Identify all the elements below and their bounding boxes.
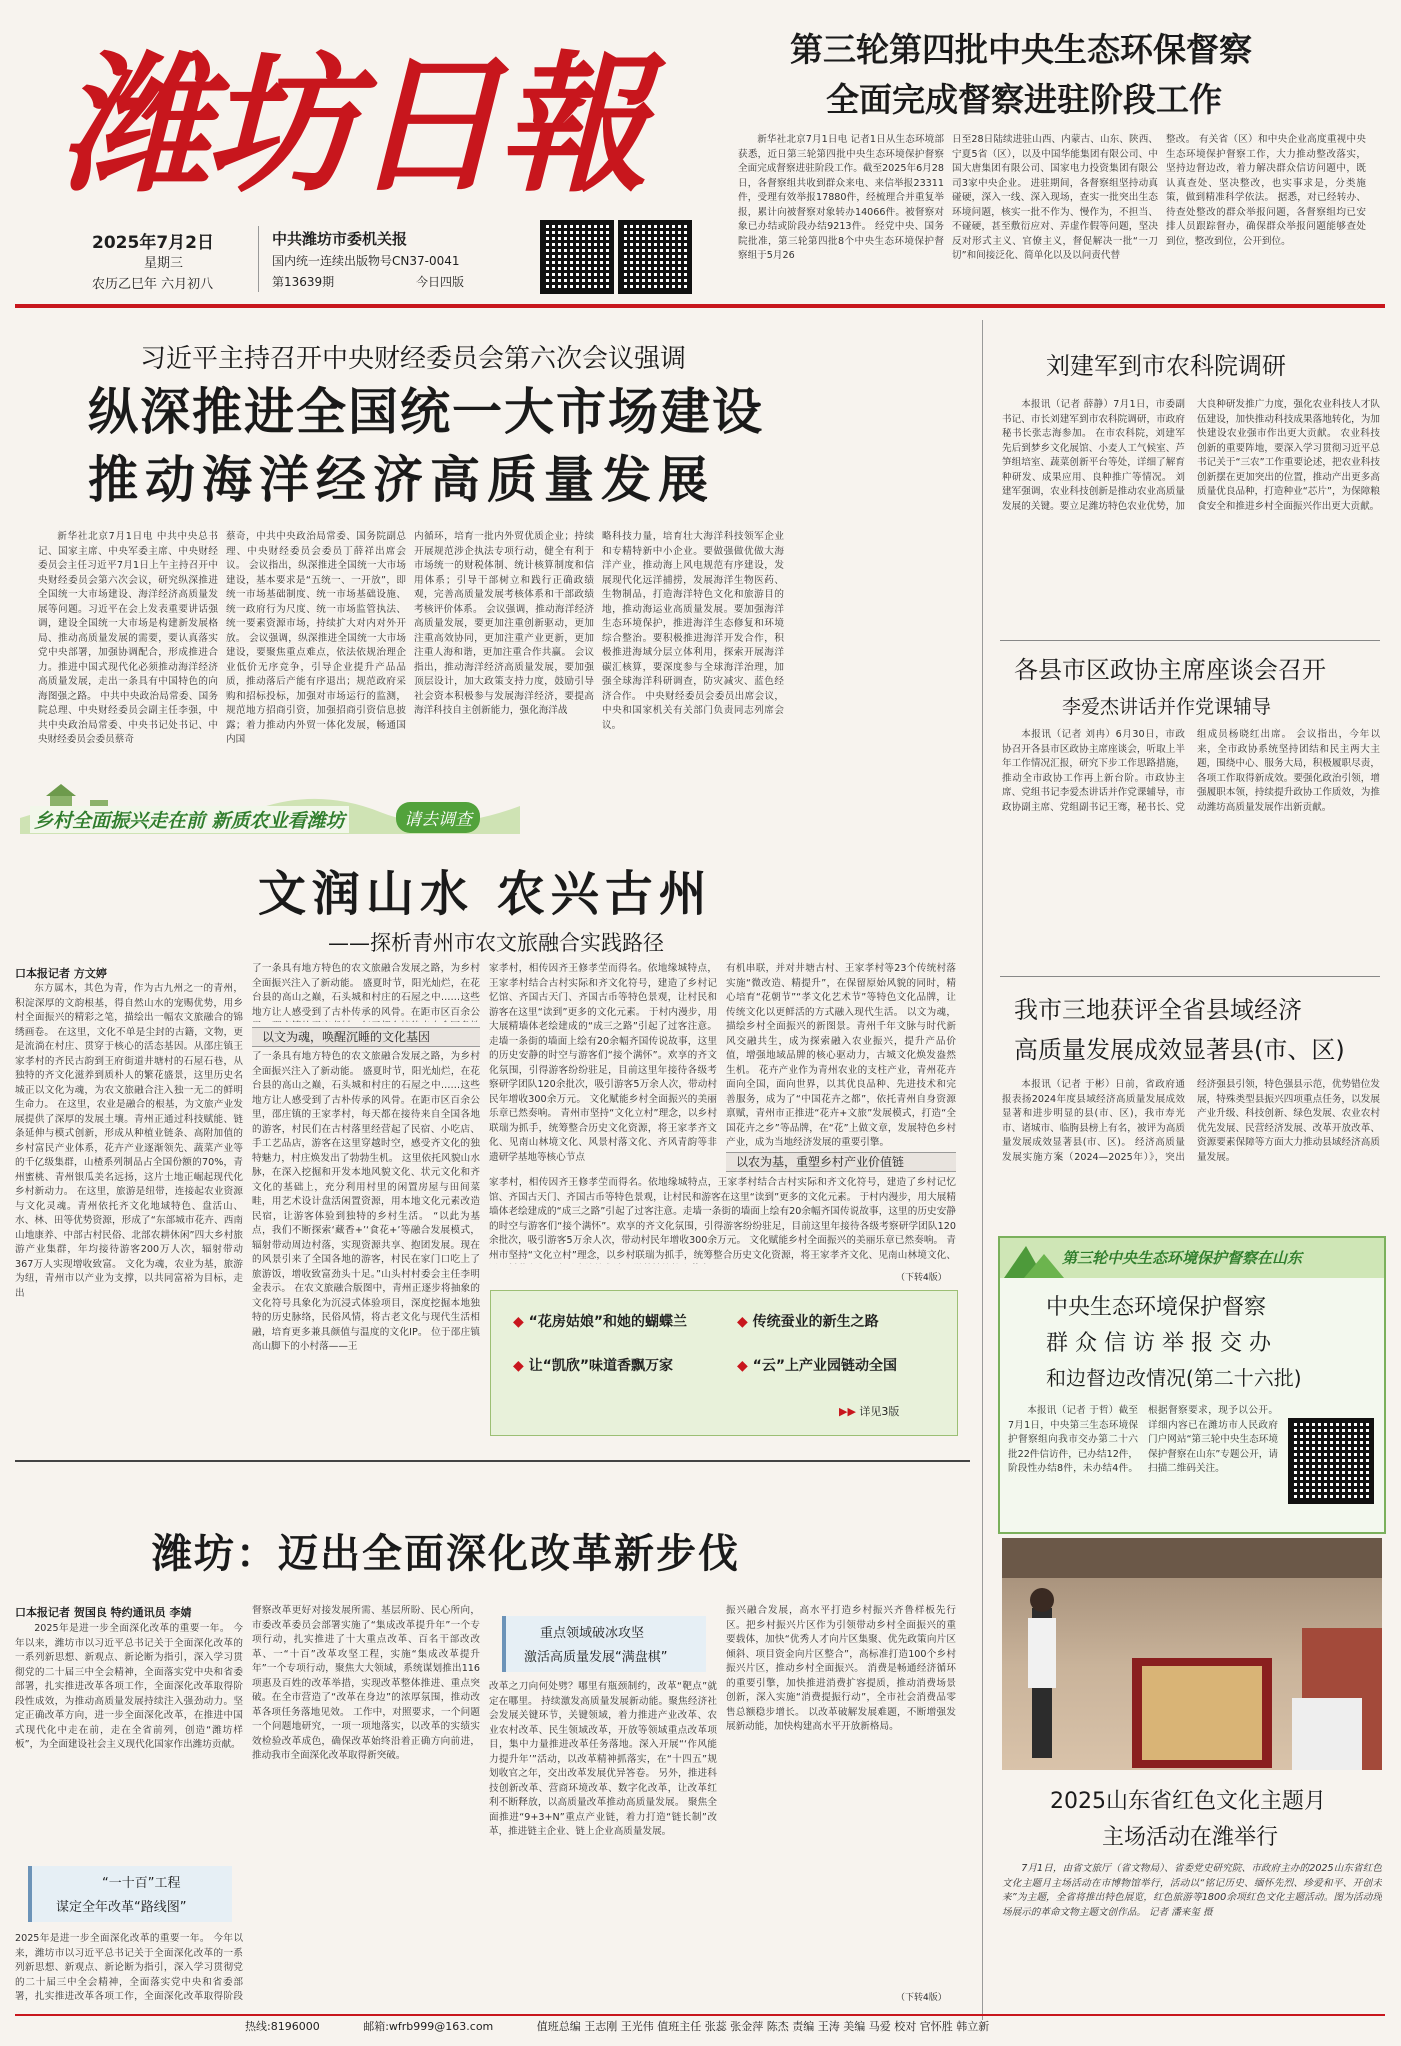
lead-col-3: 内循环，培育一批内外贸优质企业；持续开展规范涉企执法专项行动，健全有利于市场统一的财税体制、统计核算制度和信用体系；引导干部树立和践行正确政绩观，完善高质量发展考核体系和干部政绩考核评价体系。 会议强调，推动海洋经济高质量发展，要更加注重创新驱动，更加注重高效协同，更加注重产业更新，更加注重人海和谐，更加注重合作共赢。 会议指出，推动海洋经济高质量发展，要加强顶层设计，加大政策支持力度，鼓励引导社会资本积极参与发展海洋经济，要提高海洋科技自主创新能力，强化海洋战 <box>414 531 594 716</box>
photo-caption: 7月1日，由省文旅厅（省文物局）、省委党史研究院、市政府主办的2025山东省红色文化主题月主场活动在市博物馆举行，活动以“铭记历史、缅怀先烈、珍爱和平、开创未来”为主题，全省将推出特色展览，红色旅游等1800余项红色文化主题活动。图为活动现场展示的革命文物主题文创作品。 记者 潘来玺 摄 <box>1002 1863 1382 1918</box>
masthead-rule <box>15 304 1385 308</box>
promo-item-label: “花房姑娘”和她的蝴蝶兰 <box>528 1314 688 1330</box>
sidebar-3-body: 本报讯（记者 于彬）日前，省政府通报表扬2024年度县域经济高质量发展成效显著和进步明显的县(市、区)，我市寿光市、诸城市、临朐县榜上有名，被评为高质量发展成效显著县(市、区)。 经济高质量发展实施方案（2024—2025年）》，突出经济强县引领，特色强县示范，优势错位发展，特殊类型县振兴四项重点任务，以发展产业升级、科技创新、绿色发展、农业农村优先发展、民营经济发展、改革开放改革、资源要素保障等方面大力推动县域经济高质量发展。 <box>1002 1079 1380 1163</box>
footer-email: 邮箱:wfrb999@163.com <box>363 2020 494 2033</box>
feature-col-4a: 有机串联，并对井塘古村、王家孝村等23个传统村落实施“微改造、精提升”，在保留原始风貌的同时，精心培育“花朝节”“孝文化艺术节”等特色文化品牌，让传统文化以更鲜活的方式融入现代生活。 以文为魂，描绘乡村全面振兴的新图景。青州千年文脉与时代新风交融共生，成为探索融入农业振兴，提升产品价值，增强地域品牌的核心驱动力，古城文化焕发盎然生机。 花卉产业作为青州农业的支柱产业，青州花卉面向全国，面向世界，以其优良品种、先进技术和完善服务，成为了“中国花卉之都”，依托青州自身资源禀赋，青州市正推进“花卉+文旅”发展模式，打造“全国花卉之乡”等品牌，在“花”上做文章，发展特色乡村产业，成为当地经济发展的重要引擎。 <box>726 963 956 1148</box>
reform-col-1b: 2025年是进一步全面深化改革的重要一年。 今年以来，潍坊市以习近平总书记关于全面深化改革的一系列新思想、新观点、新论断为指引，深入学习贯彻党的二十届三中全会精神，全面落实党中央和省委部署，扎实推进改革各项工作，全面深化改革取得阶段 <box>15 1933 243 2002</box>
top-story-col-3: 整改。 有关省（区）和中央企业高度重视中央生态环境保护督察工作，大力推动整改落实，坚持边督边改，着力解决群众信访问题中，既认真查处、坚决整改，也实事求是，分类施策，做到精准科学依法。 据悉，对已经转办、待查处整改的群众举报问题，各督察组均已安排人员跟踪督办，确保群众举报问题能够查处到位，整改到位，公开到位。 <box>1166 134 1366 247</box>
feature-section-1: 以文为魂，唤醒沉睡的文化基因 <box>252 1027 480 1047</box>
feature-col-2b: 了一条具有地方特色的农文旅融合发展之路，为乡村全面振兴注入了新动能。 盛夏时节，阳光灿烂，在花台县的高山之巅，石头城和村庄的石屋之中……这些地方让人感受到了古朴传承的风骨。在距市区百余公里，邵庄镇的王家孝村，每天都在接待来自全国各地的游客，村民们在古村落里经营起了民宿、小吃店、手工艺品店，游客在这里穿越时空，感受齐文化的独特魅力，村庄焕发出了勃勃生机。 这里依托风貌山水脉，在深入挖掘和开发本地风貌文化、状元文化和齐文化的基础上，充分利用村里的闲置房屋与田间菜畦，用艺术设计盘活闲置资源，用本地文化元素改造民宿，让游客体验到独特的乡村生活。 “以此为基点，我们不断探索‘藏香+’‘食花+’等融合发展模式，辐射带动周边村落，实现资源共享、抱团发展。现在的风景引来了全国各地的游客，村民在家门口吃上了旅游饭，增收致富劲头十足。”山头村村委会主任李明金表示。 在农文旅融合版图中，青州正逐步将抽象的文化符号具象化为沉浸式体验项目，深度挖掘本地独特的历史脉络，民俗风情，将古老文化与现代生活相融，培育更多兼具颜值与温度的文化IP。 位于邵庄镇高山脚下的小村落——王 <box>252 1051 480 1352</box>
top-story-col-2: 日至28日陆续进驻山西、内蒙古、山东、陕西、宁夏5省（区），以及中国华能集团有限公司、中国大唐集团有限公司、国家电力投资集团有限公司3家中央企业。 进驻期间，各督察组坚持动真碰硬，深入一线、深入现场，查实一批突出生态环境问题，核实一批不作为、慢作为，不担当、不碰硬，甚至敷衍应对、弄虚作假等问题，坚决反对形式主义、官僚主义，督促解决一批“一刀切”和间接泛化、简单化以及以问责代替 <box>952 134 1158 261</box>
sidebar-1-headline: 刘建军到市农科院调研 <box>1046 352 1286 380</box>
photo-headline-2: 主场活动在潍举行 <box>1102 1825 1279 1850</box>
feature-byline: 口本报记者 方文婷 <box>15 967 107 980</box>
feature-headline: 文润山水 农兴古州 <box>258 866 713 922</box>
reform-col-3: 改革之刀向何处劈？哪里有瓶颈制约，改革“靶点”就定在哪里。 持续激发高质量发展新动能。聚焦经济社会发展关键环节，关键领域，着力推进产业改革、农业农村改革、民生领域改革，开放等领域重点改革项目，集中力量推进改革任务落地。深入开展“‘作风能力提升年’”活动，以改革精神抓落实，在“十四五”规划收官之年，交出改革发展优异答卷。 另外，推进科技创新改革、营商环境改革、数字化改革，让改革红利不断释放，以高质量改革推动高质量发展。 聚焦全面推进“9+3+N”重点产业链，着力打造“链长制”改革，推进链主企业、链上企业高质量发展。 <box>489 1681 717 1837</box>
promo-see-more[interactable] <box>839 1403 899 1419</box>
rural-banner-stamp: 请去调查 <box>396 802 480 833</box>
reform-col-2: 督察改革更好对接发展所需、基层所盼、民心所向，市委改革委员会部署实施了“集成改革提升年”一个专项行动，扎实推进了十大重点改革、百名干部改改革、一“十百”改革攻坚工程，实施“集成改革提升年”一个专项行动，聚焦大大领域，系统谋划推出116项惠及百姓的改革举措，实现改革整体推进、重点突破。在全市营造了“改革在身边”的浓厚氛围，推动改革各项任务落地见效。 工作中，对照要求，一个问题一个问题地研究，一项一项地落实，以改革的实绩实效检验改革成色，确保改革始终沿着正确方向前进，推动我市全面深化改革取得新突破。 <box>252 1605 480 1761</box>
bullet-icon: ◆ <box>513 1358 524 1374</box>
rural-banner-text: 乡村全面振兴走在前 新质农业看潍坊 <box>30 806 349 833</box>
qr-code-icon[interactable] <box>540 220 614 294</box>
eco-body: 本报讯（记者 于哲）截至7月1日，中央第三生态环境保护督察组向我市交办第二十六批22件信访件，已办结12件，阶段性办结8件，未办结4件。根据督察要求，现予以公开。 详细内容已在潍坊市人民政府门户网站“第三轮中央生态环境保护督察在山东”专题公开，请扫描二维码关注。 <box>1008 1405 1278 1474</box>
sidebar-1-body: 本报讯（记者 薛静）7月1日，市委副书记、市长刘建军到市农科院调研，市政府秘书长张志海参加。 在市农科院，刘建军先后到梦乡文化展馆、小麦人工气候室、芦笋组培室、蔬菜创新平台等处，详细了解育种研发、成果应用、良种推广等情况。 刘建军强调，农业科技创新是推动农业高质量发展的关键。要立足潍坊特色农业优势，加大良种研发推广力度，强化农业科技人才队伍建设，加快推动科技成果落地转化，为加快建设农业强市作出更大贡献。 农业科技创新的重要阵地，要深入学习贯彻习近平总书记关于“三农”工作重要论述，把农业科技创新摆在更加突出的位置，推动产出更多高质量优良品种，打造种业“芯片”，为保障粮食安全和推进乡村全面振兴作出更大贡献。 <box>1002 399 1380 512</box>
bullet-icon: ◆ <box>513 1314 524 1330</box>
reform-col-4: 振兴融合发展，高水平打造乡村振兴齐鲁样板先行区。把乡村振兴片区作为引领带动乡村全面振兴的重要载体，加快“优秀人才向片区集聚、优先政策向片区倾斜、项目资金向片区整合”，高标准打造100个乡村振兴片区，推动乡村全面振兴。 消费是畅通经济循环的重要引擎，加快推进消费扩容提质，推动消费场景创新，深入实施“消费提振行动”，全市社会消费品零售总额稳步增长。 以改革破解发展难题，不断增强发展新动能，加快构建高水平开放新格局。 <box>726 1605 956 1732</box>
masthead-date: 2025年7月2日 <box>92 233 214 253</box>
lead-kicker: 习近平主持召开中央财经委员会第六次会议强调 <box>140 344 687 374</box>
reform-section-2-line-2: 激活高质量发展“满盘棋” <box>524 1650 668 1665</box>
top-story-headline-1: 第三轮第四批中央生态环保督察 <box>790 30 1252 69</box>
promo-box <box>490 1290 958 1436</box>
feature-col-3: 家孝村，相传因齐王修孝茔而得名。依地缘城特点，王家孝村结合古村实际和齐文化符号，建造了乡村记忆馆、齐国古天门、齐国古币等特色景观，让村民和游客在这里“读到”更多的文化元素。 于村内漫步，用大展精墙体老绘建成的“成三之路”引起了过客注意。走墙一条街的墙面上绘有20余幅齐国传说故事，这里的历史安静的时空与游客们“接个满怀”。欢享的齐文化氛围，引得游客纷纷驻足，目前这里年接待各级考察研学团队120余批次，吸引游客5万余人次，带动村民年增收300余万元。 文化赋能乡村全面振兴的美丽乐章已然奏响。 青州市坚持“文化立村”理念，以乡村联瑞为抓手，统筹整合历史文化资源，将王家孝齐文化、见南山林境文化、风景村落文化、齐风青韵等非遗研学基地等核心节点 <box>489 963 717 1163</box>
masthead-lunar: 农历乙巳年 六月初八 <box>92 277 214 292</box>
top-story-col-1: 新华社北京7月1日电 记者1日从生态环境部获悉，近日第三轮第四批中央生态环境保护督察全面完成督察进驻阶段工作。截至2025年6月28日，各督察组共收到群众来电、来信举报23311件，受理有效举报17880件，经梳理合并重复举报，累计向被督察对象转办14066件。被督察对象已办结或阶段办结9213件。 经党中央、国务院批准，第三轮第四批8个中央生态环境保护督察组于5月26 <box>738 134 944 261</box>
masthead-pages: 今日四版 <box>416 275 465 289</box>
event-photo <box>1002 1538 1382 1770</box>
feature-col-1: 东方属木，其色为青，作为古九州之一的青州，积淀深厚的文韵根基，得自然山水的宠赐优势，用乡村全面振兴的精彩之笔，描绘出一幅农文旅融合的锦绣画卷。 在这里，文化不单是尘封的古籍，文物，更是流淌在村庄、贯穿于核心的活态基因。从邵庄镇王家孝村的齐民古韵到王府街道井塘村的石屋石巷，从独特的齐文化滋养到质朴人的繁花盛景，这里历史名城正以文化为魂，为农文旅融合注入独一无二的鲜明生命力。 在这里，农业是融合的根基，为文旅产业发展提供了深厚的发展土壤。青州正通过科技赋能、链条延伸与模式创新，形成从种植业链条、高附加值的乡村富民产业体系，花卉产业逐渐领先、蔬菜产业等的千亿级集群，山楂系列制品占全国份额的70%，青州蜜桃、青州银瓜美名远扬，这片土地正崛起现代化乡村新动力。 在这里，旅游是纽带，连接起农业资源与文化灵魂。青州依托齐文化地域特色、盘活山、水、林、田等优势资源，形成了“东部城市花卉、西南山地康养、中部古村民俗、北部农耕休闲”四大乡村旅游产业集群，年均接待游客200万人次，辐射带动367万人实现增收致富。 文化为魂，农业为基，旅游为纽，青州市以产业为支撑，以共同富裕为目标，走出 <box>15 983 243 1299</box>
feature-col-2a: 了一条具有地方特色的农文旅融合发展之路，为乡村全面振兴注入了新动能。 盛夏时节，阳光灿烂，在花台县的高山之巅，石头城和村庄的石屋之中……这些地方让人感受到了古朴传承的风骨。在距市区百余公 <box>252 963 480 1018</box>
feature-section-2: 以农为基，重塑乡村产业价值链 <box>726 1152 956 1172</box>
lead-col-4: 略科技力量，培育壮大海洋科技领军企业和专精特新中小企业。要做强做优做大海洋产业，推动海上风电规范有序建设，发展现代化远洋捕捞，发展海洋生物医药、生物制品，打造海洋特色文化和旅游目的地，推动海运业高质量发展。要加强海洋生态环境保护，推进海洋生态修复和环境综合整治。要积极推进海洋开发合作，积极推进海域分层立体利用，探索开展海洋碳汇核算，要深度参与全球海洋治理，加强全球海洋科研调查，防灾减灾、蓝色经济合作。 中央财经委员会委员出席会议，中央和国家机关有关部门负责同志列席会议。 <box>602 531 784 731</box>
qr-code-icon[interactable] <box>1288 1418 1374 1504</box>
masthead-issn: 国内统一连续出版物号CN37-0041 <box>272 254 460 268</box>
sidebar-3-headline-2: 高质量发展成效显著县(市、区) <box>1014 1036 1345 1064</box>
reform-byline: 口本报记者 贺国良 特约通讯员 李婧 <box>15 1606 192 1619</box>
lead-col-1: 新华社北京7月1日电 中共中央总书记、国家主席、中央军委主席、中央财经委员会主任习近平7月1日上午主持召开中央财经委员会第六次会议，研究纵深推进全国统一大市场建设、海洋经济高质量发展等问题。习近平在会上发表重要讲话强调，建设全国统一大市场是构建新发展格局、推动高质量发展的需要，要认真落实党中央部署，加强协调配合，形成推进合力。推进中国式现代化必须推动海洋经济高质量发展，走出一条具有中国特色的向海图强之路。 中共中央政治局常委、国务院总理、中央财经委员会副主任李强，中共中央政治局常委、中央书记处书记、中央财经委员会委员蔡奇 <box>38 531 218 745</box>
eco-headline-3: 和边督边改情况(第二十六批) <box>1046 1366 1302 1390</box>
eco-box <box>998 1236 1386 1534</box>
footer <box>15 2014 1385 2038</box>
lead-headline-2: 推动海洋经济高质量发展 <box>88 450 715 509</box>
bullet-icon: ◆ <box>737 1314 748 1330</box>
lead-col-2: 蔡奇，中共中央政治局常委、国务院副总理、中央财经委员会委员丁薛祥出席会议。 会议指出，纵深推进全国统一大市场建设，基本要求是“五统一、一开放”，即统一市场基础制度、统一市场基础设施、统一政府行为尺度、统一市场监管执法、统一要素资源市场，持续扩大对内对外开放。 会议强调，纵深推进全国统一大市场建设，要聚焦重点难点，依法依规治理企业低价无序竞争，引导企业提升产品品质，推动落后产能有序退出；规范政府采购和招标投标，加强对市场运行的监测，规范地方招商引资，加强招商引资信息披露；着力推动内外贸一体化发展，畅通国内国 <box>226 531 406 745</box>
eco-headline-1: 中央生态环境保护督察 <box>1046 1295 1267 1320</box>
lead-headline-1: 纵深推进全国统一大市场建设 <box>88 382 764 441</box>
promo-item-3[interactable] <box>513 1355 673 1375</box>
feature-col-4b: 家孝村，相传因齐王修孝茔而得名。依地缘城特点，王家孝村结合古村实际和齐文化符号，建造了乡村记忆馆、齐国古天门、齐国古币等特色景观，让村民和游客在这里“读到”更多的文化元素。 于村内漫步，用大展精墙体老绘建成的“成三之路”引起了过客注意。走墙一条街的墙面上绘有20余幅齐国传说故事，这里的历史安静的时空与游客们“接个满怀”。欢享的齐文化氛围，引得游客纷纷驻足，目前这里年接待各级考察研学团队120余批次，吸引游客5万余人次，带动村民年增收300余万元。 文化赋能乡村全面振兴的美丽乐章已然奏响。 青州市坚持“文化立村”理念，以乡村联瑞为抓手，统筹整合历史文化资源，将王家孝齐文化、见南山林境文化、 <box>489 1177 956 1261</box>
promo-item-label: 传统蚕业的新生之路 <box>752 1314 879 1330</box>
photo-headline-1: 2025山东省红色文化主题月 <box>1050 1789 1326 1814</box>
footer-hotline: 热线:8196000 <box>245 2020 320 2033</box>
promo-item-label: “云”上产业园链动全国 <box>752 1358 898 1374</box>
promo-see-label: 详见3版 <box>859 1405 900 1418</box>
reform-headline: 潍坊：迈出全面深化改革新步伐 <box>152 1531 740 1577</box>
reform-section-1-line-2: 谋定全年改革“路线图” <box>56 1900 187 1915</box>
divider <box>1000 976 1380 977</box>
masthead-weekday: 星期三 <box>144 256 184 271</box>
reform-continued: （下转4版） <box>896 1993 947 2003</box>
promo-item-4[interactable] <box>737 1355 897 1375</box>
promo-item-1[interactable] <box>513 1311 687 1331</box>
sidebar-divider <box>982 320 983 2020</box>
sidebar-2-body: 本报讯（记者 刘冉）6月30日，市政协召开各县市区政协主席座谈会，听取上半年工作情况汇报，研究下步工作思路措施，推动全市政协工作再上新台阶。市政协主席、党组书记李爱杰讲话并作党课辅导，市政协副主席、党组副书记王骞，秘书长、党组成员杨晓红出席。 会议指出，今年以来，全市政协系统坚持团结和民主两大主题，围绕中心、服务大局，积极履职尽责，各项工作取得新成效。要强化政治引领，增强履职本领，持续提升政协工作质效，为推动潍坊高质量发展作出新贡献。 <box>1002 729 1380 813</box>
top-story-headline-2: 全面完成督察进驻阶段工作 <box>826 80 1222 119</box>
arrow-icon: ▶▶ <box>839 1405 856 1418</box>
divider <box>15 1460 970 1462</box>
masthead-issue: 第13639期 <box>272 275 335 289</box>
rural-banner <box>20 778 520 834</box>
sidebar-3-headline-1: 我市三地获评全省县域经济 <box>1014 996 1302 1024</box>
masthead-title: 潍坊日報 <box>60 37 645 213</box>
divider <box>1000 640 1380 641</box>
masthead-divider <box>258 226 259 292</box>
qr-code-icon[interactable] <box>618 220 692 294</box>
reform-section-2 <box>502 1616 706 1672</box>
feature-continued: （下转4版） <box>896 1273 947 1283</box>
reform-section-2-line-1: 重点领域破冰攻坚 <box>540 1626 645 1641</box>
reform-section-1 <box>28 1866 232 1922</box>
exhibition-scene-icon <box>1002 1538 1382 1770</box>
eco-banner <box>1000 1238 1384 1278</box>
footer-editors: 值班总编 王志刚 王光伟 值班主任 张蕊 张金萍 陈杰 责编 王涛 美编 马爱 校对 官怀胜 韩立新 <box>536 2020 990 2033</box>
feature-subhead: ——探析青州市农文旅融合实践路径 <box>328 931 664 955</box>
reform-section-1-line-1: “一十百”工程 <box>102 1876 181 1891</box>
eco-headline-2: 群众信访举报交办 <box>1046 1331 1279 1356</box>
sidebar-2-headline: 各县市区政协主席座谈会召开 <box>1014 656 1326 684</box>
reform-col-1a: 2025年是进一步全面深化改革的重要一年。 今年以来，潍坊市以习近平总书记关于全面深化改革的一系列新思想、新观点、新论断为指引，深入学习贯彻党的二十届三中全会精神，全面落实党中央和省委部署，扎实推进改革各项工作，全面深化改革取得阶段性成效，为推动高质量发展持续注入强劲动力。坚定正确改革方向，进一步全面深化改革，在推进中国式现代化中走在前，走在全省前列，创造“潍坊样板”，为全面建设社会主义现代化国家作出潍坊贡献。 <box>15 1623 243 1750</box>
bullet-icon: ◆ <box>737 1358 748 1374</box>
promo-item-2[interactable] <box>737 1311 879 1331</box>
promo-item-label: 让“凯欣”味道香飘万家 <box>528 1358 674 1374</box>
mountain-icon <box>1004 1238 1064 1278</box>
masthead-organ: 中共潍坊市委机关报 <box>272 230 408 248</box>
sidebar-2-subhead: 李爱杰讲话并作党课辅导 <box>1062 696 1272 718</box>
eco-banner-text: 第三轮中央生态环境保护督察在山东 <box>1062 1249 1303 1267</box>
